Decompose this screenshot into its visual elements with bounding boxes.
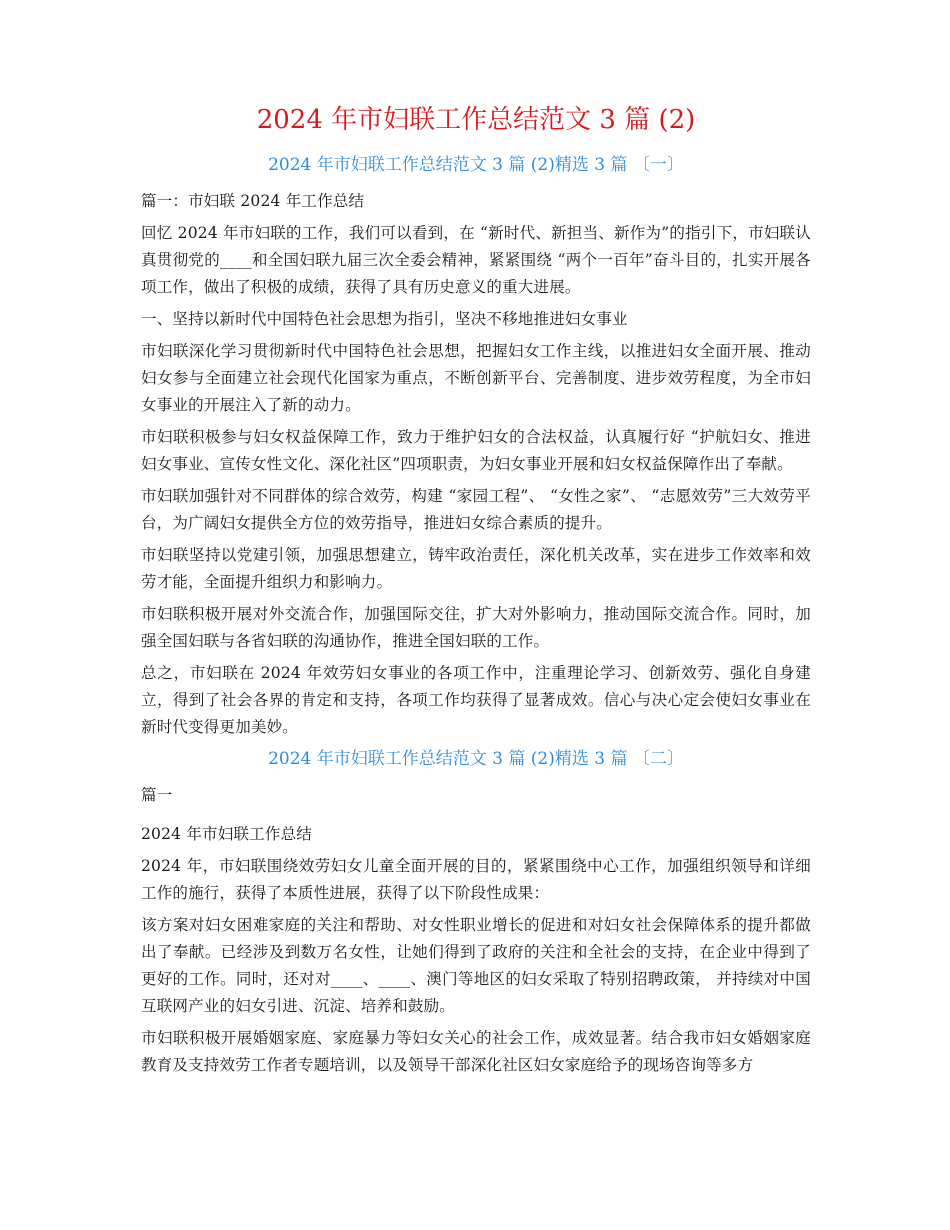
- paragraph: 市妇联深化学习贯彻新时代中国特色社会思想，把握妇女工作主线，以推进妇女全面开展、推动妇女参与全面建立社会现代化国家为重点，不断创新平台、完善制度、进步效劳程度，为全市妇女事业的开展注入了新的动力。: [141, 342, 811, 414]
- paragraph: 一、坚持以新时代中国特色社会思想为指引，坚决不移地推进妇女事业: [141, 310, 628, 328]
- paragraph: 市妇联积极参与妇女权益保障工作，致力于维护妇女的合法权益，认真履行好 “护航妇女、推进妇女事业、宣传女性文化、深化社区”四项职责，为妇女事业开展和妇女权益保障作出了奉献。: [141, 428, 811, 473]
- paragraph: 市妇联积极开展婚姻家庭、家庭暴力等妇女关心的社会工作，成效显著。结合我市妇女婚姻家庭教育及支持效劳工作者专题培训，以及领导干部深化社区妇女家庭给予的现场咨询等多方: [141, 1029, 811, 1074]
- document-title: 2024 年市妇联工作总结范文 3 篇 (2): [256, 105, 696, 135]
- paragraph: 总之，市妇联在 2024 年效劳妇女事业的各项工作中，注重理论学习、创新效劳、强化自身建立，得到了社会各界的肯定和支持，各项工作均获得了显著成效。信心与决心定会使妇女事业在新时代变得更加美妙。: [141, 664, 811, 736]
- paragraph: 篇一: [141, 786, 173, 804]
- paragraph: 该方案对妇女困难家庭的关注和帮助、对女性职业增长的促进和对妇女社会保障体系的提升都做出了奉献。已经涉及到数万名女性，让她们得到了政府的关注和全社会的支持，在企业中得到了更好的工作。同时，还对对____、____、澳门等地区的妇女采取了特别招聘政策， 并持续对中国互联网产业的妇女引进、沉淀、培养和鼓励。: [141, 916, 811, 1015]
- document-body: [141, 100, 811, 1084]
- section-heading-2: 2024 年市妇联工作总结范文 3 篇 (2)精选 3 篇 〔二〕: [268, 749, 684, 769]
- paragraph: 篇一：市妇联 2024 年工作总结: [141, 192, 365, 210]
- paragraph: 2024 年，市妇联围绕效劳妇女儿童全面开展的目的，紧紧围绕中心工作，加强组织领导和详细工作的施行，获得了本质性进展，获得了以下阶段性成果：: [141, 857, 811, 902]
- paragraph: 回忆 2024 年市妇联的工作，我们可以看到，在 “新时代、新担当、新作为”的指引下，市妇联认真贯彻党的____和全国妇联九届三次全委会精神，紧紧围绕 “两个一百年”奋斗目的，扎实开展各项工作，做出了积极的成绩，获得了具有历史意义的重大进展。: [141, 224, 811, 296]
- section-heading-1: 2024 年市妇联工作总结范文 3 篇 (2)精选 3 篇 〔一〕: [268, 155, 684, 175]
- paragraph: 市妇联积极开展对外交流合作，加强国际交往，扩大对外影响力，推动国际交流合作。同时，加强全国妇联与各省妇联的沟通协作，推进全国妇联的工作。: [141, 605, 811, 650]
- paragraph: 2024 年市妇联工作总结: [141, 825, 312, 843]
- paragraph: 市妇联坚持以党建引领，加强思想建立，铸牢政治责任，深化机关改革，实在进步工作效率和效劳才能，全面提升组织力和影响力。: [141, 546, 811, 591]
- paragraph: 市妇联加强针对不同群体的综合效劳，构建 “家园工程”、 “女性之家”、 “志愿效劳”三大效劳平台，为广阔妇女提供全方位的效劳指导，推进妇女综合素质的提升。: [141, 487, 811, 532]
